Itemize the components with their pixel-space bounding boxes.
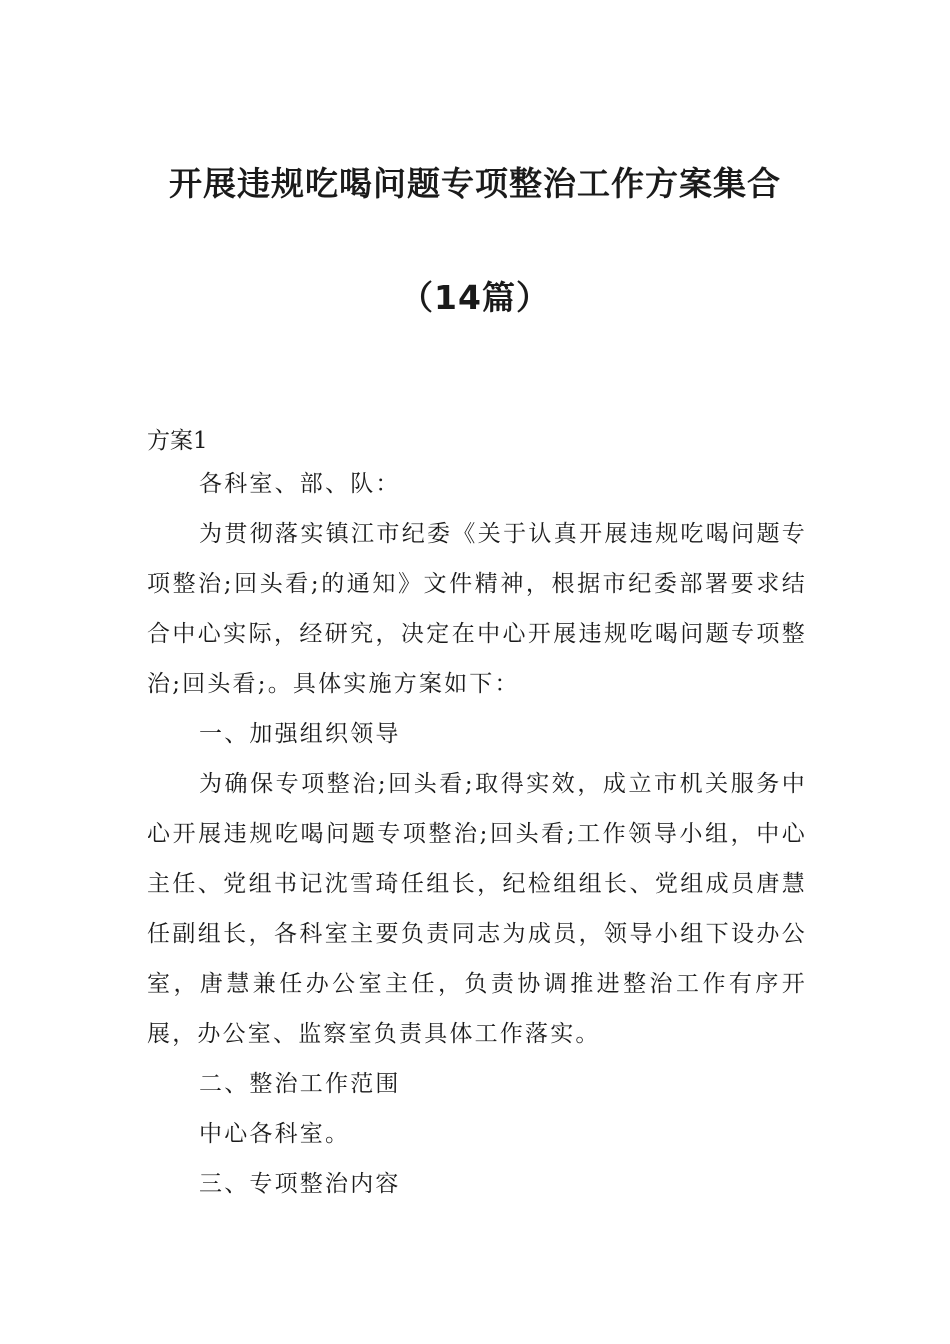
section-label: 方案1 xyxy=(147,428,208,454)
document-body xyxy=(147,459,807,1209)
paragraph-scope: 中心各科室。 xyxy=(199,1121,351,1147)
paragraph-salutation: 各科室、部、队： xyxy=(199,471,401,497)
document-title: 开展违规吃喝问题专项整治工作方案集合 xyxy=(169,164,781,203)
paragraph-organization: 为确保专项整治;回头看;取得实效，成立市机关服务中心开展违规吃喝问题专项整治;回头看;工作领导小组，中心主任、党组书记沈雪琦任组长，纪检组组长、党组成员唐慧任副组长，各科室主要负责同志为成员，领导小组下设办公室，唐慧兼任办公室主任，负责协调推进整治工作有序开展，办公室、监察室负责具体工作落实。 xyxy=(147,771,807,1047)
document-subtitle-count: （14篇） xyxy=(400,278,550,317)
heading-organization: 一、加强组织领导 xyxy=(199,721,401,747)
heading-scope: 二、整治工作范围 xyxy=(199,1071,401,1097)
paragraph-intro: 为贯彻落实镇江市纪委《关于认真开展违规吃喝问题专项整治;回头看;的通知》文件精神，根据市纪委部署要求结合中心实际，经研究，决定在中心开展违规吃喝问题专项整治;回头看;。具体实施方案如下： xyxy=(147,521,807,697)
heading-content: 三、专项整治内容 xyxy=(199,1171,401,1197)
